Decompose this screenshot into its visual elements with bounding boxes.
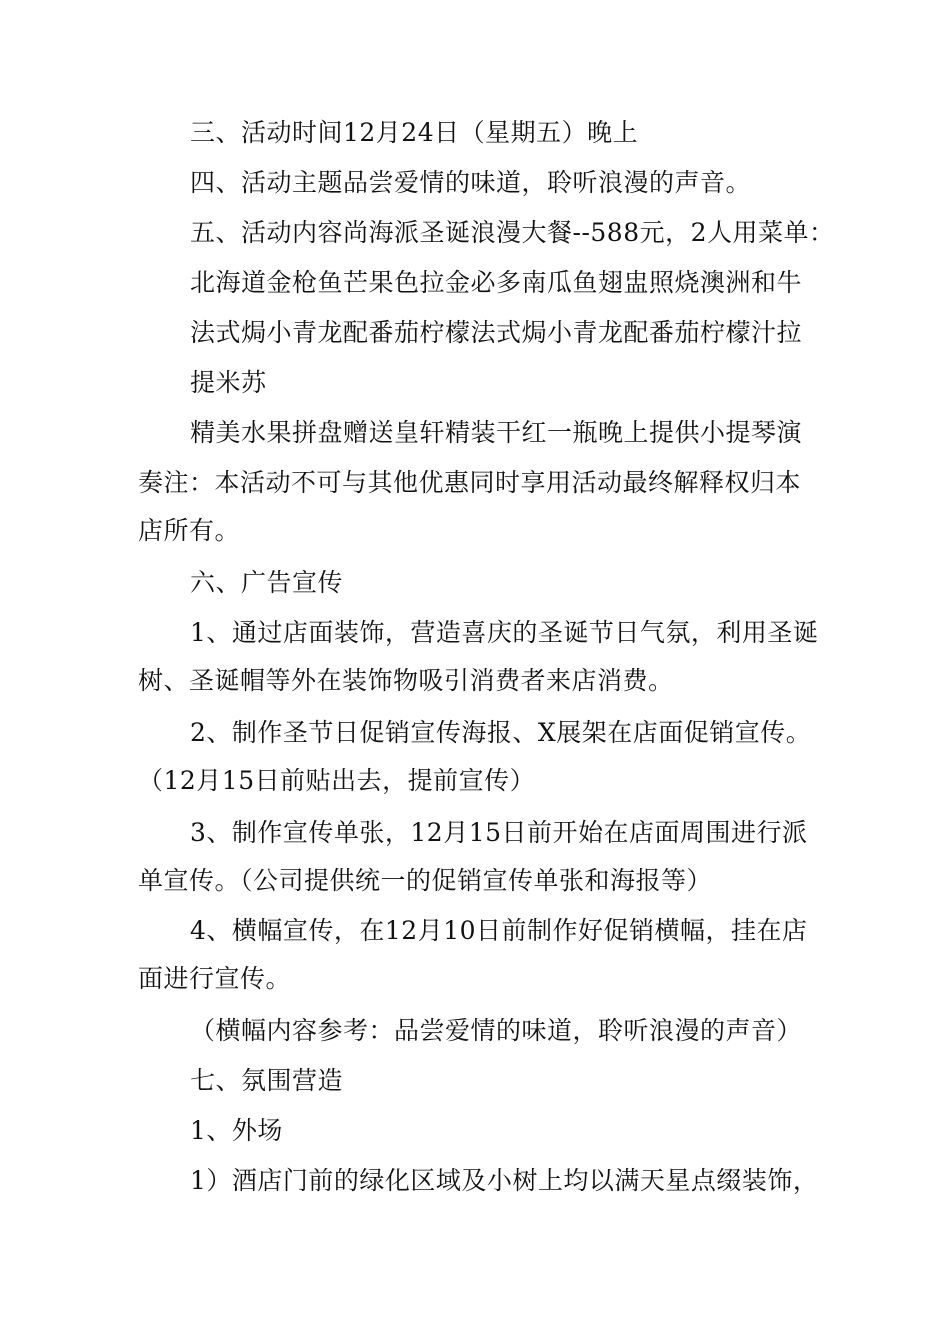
text-line-note: 奏注：本活动不可与其他优惠同时享用活动最终解释权归本 bbox=[138, 468, 802, 497]
text-line-note-end: 店所有。 bbox=[138, 516, 241, 545]
text-line-activity-content: 五、活动内容尚海派圣诞浪漫大餐--588元，2人用菜单： bbox=[190, 218, 835, 247]
text-line-ad-3a: 3、制作宣传单张，12月15日前开始在店面周围进行派 bbox=[190, 818, 808, 847]
text-line-outdoor: 1、外场 bbox=[190, 1116, 283, 1145]
text-line-ad-3b: 单宣传。（公司提供统一的促销宣传单张和海报等） bbox=[138, 866, 713, 895]
text-line-outdoor-1: 1）酒店门前的绿化区域及小树上均以满天星点缀装饰， bbox=[190, 1166, 819, 1195]
text-line-ad-1a: 1、通过店面装饰，营造喜庆的圣诞节日气氛，利用圣诞 bbox=[190, 618, 819, 647]
section-heading-advertising: 六、广告宣传 bbox=[190, 568, 344, 597]
text-line-ad-1b: 树、圣诞帽等外在装饰物吸引消费者来店消费。 bbox=[138, 666, 674, 695]
text-line-fruit-platter: 精美水果拼盘赠送皇轩精装干红一瓶晚上提供小提琴演 bbox=[190, 418, 803, 447]
text-line-ad-2b: （12月15日前贴出去，提前宣传） bbox=[138, 766, 536, 795]
text-line-ad-4a: 4、横幅宣传，在12月10日前制作好促销横幅，挂在店 bbox=[190, 916, 808, 945]
text-line-activity-theme: 四、活动主题品尝爱情的味道，聆听浪漫的声音。 bbox=[190, 168, 752, 197]
text-line-menu-1: 北海道金枪鱼芒果色拉金必多南瓜鱼翅盅照烧澳洲和牛 bbox=[190, 268, 803, 297]
text-line-menu-3: 提米苏 bbox=[190, 368, 267, 397]
text-line-ad-2a: 2、制作圣节日促销宣传海报、X展架在店面促销宣传。 bbox=[190, 718, 812, 747]
text-line-menu-2: 法式焗小青龙配番茄柠檬法式焗小青龙配番茄柠檬汁拉 bbox=[190, 318, 803, 347]
text-line-ad-4b: 面进行宣传。 bbox=[138, 964, 292, 993]
text-line-activity-time: 三、活动时间12月24日（星期五）晚上 bbox=[190, 118, 639, 147]
text-line-banner-content: （横幅内容参考：品尝爱情的味道，聆听浪漫的声音） bbox=[190, 1016, 803, 1045]
section-heading-atmosphere: 七、氛围营造 bbox=[190, 1066, 344, 1095]
